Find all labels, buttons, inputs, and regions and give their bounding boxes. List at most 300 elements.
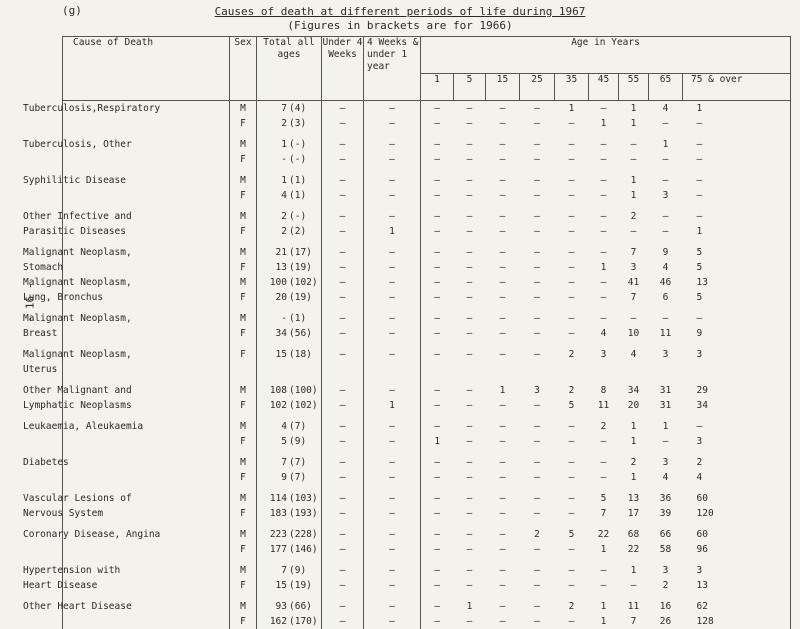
age-cell: – — [534, 247, 540, 258]
age-cell: 5 — [568, 400, 575, 411]
table-row — [63, 578, 791, 593]
sex-cell: F — [230, 326, 257, 341]
four-weeks-cell: – — [364, 239, 421, 260]
age-cell: – — [534, 139, 540, 150]
cause-cell — [23, 239, 230, 260]
age-cell: 10 — [627, 328, 640, 339]
age-cell: – — [568, 544, 575, 555]
under-4-weeks-cell — [322, 362, 364, 377]
age-cell: 2 — [568, 601, 575, 612]
table-row — [63, 326, 791, 341]
age-cell: – — [466, 247, 473, 258]
four-weeks-cell: – — [364, 326, 421, 341]
sex-cell: M — [230, 239, 257, 260]
age-cell: – — [421, 542, 454, 557]
total-value: 2 — [281, 118, 287, 129]
table-row — [63, 470, 791, 485]
cause-label — [1, 616, 23, 627]
four-weeks-cell: – — [364, 341, 421, 362]
total-cell — [257, 470, 322, 485]
cause-cell — [23, 326, 230, 341]
table-row — [63, 614, 791, 629]
cause-cell — [23, 101, 230, 117]
total-value: 7 — [281, 457, 287, 468]
age-cell: – — [600, 190, 607, 201]
table-row — [63, 362, 791, 377]
total-value: - — [281, 154, 287, 165]
cause-label: Leukaemia, Aleukaemia — [23, 421, 144, 432]
age-cell: 2 — [630, 457, 637, 468]
under-4-weeks-cell: – — [322, 131, 364, 152]
age-cell: – — [630, 139, 637, 150]
age-cell: – — [534, 328, 540, 339]
age-cell: 4 — [662, 472, 669, 483]
age-cell: – — [499, 421, 506, 432]
age-cell: – — [534, 313, 540, 324]
four-weeks-cell: – — [364, 377, 421, 398]
age-cell: – — [662, 211, 669, 222]
sex-cell: F — [230, 152, 257, 167]
age-cell: – — [600, 292, 607, 303]
age-cell: – — [499, 565, 506, 576]
age-cell: – — [683, 131, 791, 152]
age-cell: – — [466, 211, 473, 222]
sex-cell: M — [230, 275, 257, 290]
under-4-weeks-cell: – — [322, 290, 364, 305]
age-cell: – — [568, 292, 575, 303]
age-cell: – — [421, 101, 454, 117]
age-cell: – — [421, 470, 454, 485]
age-cell: – — [421, 578, 454, 593]
age-cell: – — [568, 580, 575, 591]
age-cell: 36 — [659, 493, 672, 504]
age-cell: – — [534, 262, 540, 273]
sex-cell: F — [230, 542, 257, 557]
age-cell: 11 — [597, 400, 610, 411]
header-total: Total all ages — [257, 37, 322, 101]
age-cell: – — [568, 565, 575, 576]
previous-year-value: (100) — [289, 385, 318, 396]
cause-label: Diabetes — [23, 457, 69, 468]
previous-year-value: (19) — [289, 262, 312, 273]
cause-cell — [23, 377, 230, 398]
age-cell: – — [662, 313, 669, 324]
total-value: 1 — [281, 139, 287, 150]
age-cell — [421, 362, 454, 377]
age-cell: – — [600, 175, 607, 186]
table-row — [63, 413, 791, 434]
age-cell: – — [568, 139, 575, 150]
under-4-weeks-cell: – — [322, 326, 364, 341]
age-cell: – — [466, 436, 473, 447]
age-cell: – — [568, 226, 575, 237]
header-age-7: 65 — [649, 74, 683, 101]
cause-label: Malignant Neoplasm, — [23, 247, 132, 258]
age-cell: – — [534, 436, 540, 447]
age-cell: – — [600, 154, 607, 165]
age-cell: 1 — [600, 262, 607, 273]
age-cell: 5 — [568, 529, 575, 540]
age-cell: 3 — [683, 341, 791, 362]
age-cell: – — [568, 328, 575, 339]
under-4-weeks-cell: – — [322, 557, 364, 578]
four-weeks-cell: – — [364, 101, 421, 117]
age-cell: – — [466, 457, 473, 468]
sex-cell: F — [230, 290, 257, 305]
cause-cell — [63, 470, 230, 485]
table-row — [63, 203, 791, 224]
age-cell: – — [534, 565, 540, 576]
age-cell: 7 — [630, 247, 637, 258]
age-cell: – — [499, 616, 506, 627]
total-value: 2 — [281, 211, 287, 222]
cause-cell — [63, 152, 230, 167]
total-cell — [257, 557, 322, 578]
header-age-3: 25 — [520, 74, 555, 101]
age-cell: – — [421, 449, 454, 470]
under-4-weeks-cell: – — [322, 434, 364, 449]
four-weeks-cell: – — [364, 614, 421, 629]
total-value: 177 — [269, 544, 287, 555]
cause-cell — [23, 305, 230, 326]
age-cell: 2 — [683, 449, 791, 470]
table-row — [63, 116, 791, 131]
cause-label: Vascular Lesions of — [23, 493, 132, 504]
total-cell — [257, 188, 322, 203]
cause-cell — [23, 506, 230, 521]
table-row — [63, 485, 791, 506]
header-age-6: 55 — [619, 74, 649, 101]
age-cell: 4 — [662, 103, 669, 114]
cause-label: Malignant Neoplasm, — [23, 277, 132, 288]
previous-year-value: (4) — [289, 103, 307, 114]
table-row — [63, 398, 791, 413]
age-cell: – — [662, 436, 669, 447]
age-cell: 11 — [627, 601, 640, 612]
under-4-weeks-cell: – — [322, 152, 364, 167]
total-cell — [257, 449, 322, 470]
age-cell: – — [600, 436, 607, 447]
total-cell — [257, 152, 322, 167]
age-cell: – — [568, 118, 575, 129]
age-cell: 29 — [683, 377, 791, 398]
age-cell: – — [421, 521, 454, 542]
age-cell: – — [600, 226, 607, 237]
age-cell: 1 — [630, 175, 637, 186]
age-cell: – — [499, 226, 506, 237]
age-cell: – — [421, 557, 454, 578]
sex-cell: F — [230, 224, 257, 239]
age-cell: 1 — [466, 601, 473, 612]
under-4-weeks-cell: – — [322, 101, 364, 117]
age-cell: – — [600, 139, 607, 150]
cause-label: Syphilitic Disease — [23, 175, 126, 186]
age-cell: – — [466, 544, 473, 555]
age-cell: – — [421, 341, 454, 362]
previous-year-value: (19) — [289, 580, 312, 591]
age-cell: – — [466, 349, 473, 360]
causes-of-death-table — [23, 36, 791, 629]
cause-label: Tuberculosis, Other — [23, 139, 132, 150]
total-cell — [257, 203, 322, 224]
age-cell: – — [683, 116, 791, 131]
under-4-weeks-cell: – — [322, 224, 364, 239]
four-weeks-cell: – — [364, 188, 421, 203]
page-subtitle: (Figures in brackets are for 1966) — [287, 19, 513, 32]
four-weeks-cell: – — [364, 449, 421, 470]
under-4-weeks-cell: – — [322, 506, 364, 521]
cause-cell — [23, 290, 230, 305]
age-cell: – — [466, 328, 473, 339]
age-cell: 3 — [600, 349, 607, 360]
under-4-weeks-cell: – — [322, 116, 364, 131]
age-cell: 62 — [683, 593, 791, 614]
previous-year-value: (1) — [289, 313, 307, 324]
age-cell: 1 — [600, 544, 607, 555]
age-cell: – — [534, 544, 540, 555]
age-cell: – — [630, 313, 637, 324]
age-cell: – — [499, 580, 506, 591]
previous-year-value: (7) — [289, 421, 307, 432]
age-cell: – — [421, 398, 454, 413]
total-cell — [257, 362, 322, 377]
four-weeks-cell: – — [364, 131, 421, 152]
previous-year-value: (56) — [289, 328, 312, 339]
age-cell: – — [466, 262, 473, 273]
total-cell — [257, 485, 322, 506]
total-cell — [257, 614, 322, 629]
four-weeks-cell: 1 — [364, 398, 421, 413]
four-weeks-cell: – — [364, 167, 421, 188]
sex-cell: M — [230, 593, 257, 614]
age-cell: – — [466, 277, 473, 288]
total-value: - — [281, 313, 287, 324]
age-cell: 58 — [659, 544, 672, 555]
age-cell: 7 — [600, 508, 607, 519]
under-4-weeks-cell: – — [322, 167, 364, 188]
age-cell: 16 — [659, 601, 672, 612]
under-4-weeks-cell: – — [322, 413, 364, 434]
age-cell: – — [568, 421, 575, 432]
sex-cell: F — [230, 578, 257, 593]
age-cell: 26 — [659, 616, 672, 627]
age-cell: – — [421, 152, 454, 167]
previous-year-value: (193) — [289, 508, 318, 519]
four-weeks-cell: 1 — [364, 224, 421, 239]
age-cell: – — [421, 239, 454, 260]
age-cell: – — [466, 103, 473, 114]
cause-label: Uterus — [23, 364, 58, 375]
age-cell: – — [600, 211, 607, 222]
age-cell: – — [466, 175, 473, 186]
age-cell: – — [466, 400, 473, 411]
cause-label: Malignant Neoplasm, — [23, 313, 132, 324]
age-cell: – — [421, 593, 454, 614]
cause-cell — [23, 413, 230, 434]
sex-cell: M — [230, 377, 257, 398]
age-cell: – — [466, 616, 473, 627]
cause-cell — [23, 578, 230, 593]
age-cell: – — [421, 203, 454, 224]
table-row — [63, 434, 791, 449]
header-age-8: 75 & over — [683, 74, 791, 101]
age-cell: 1 — [630, 565, 637, 576]
age-cell: – — [466, 226, 473, 237]
previous-year-value: (146) — [289, 544, 318, 555]
cause-cell — [23, 341, 230, 362]
age-cell: – — [466, 139, 473, 150]
age-cell: – — [499, 103, 506, 114]
sex-cell: F — [230, 116, 257, 131]
header-age-1: 5 — [454, 74, 486, 101]
cause-cell — [23, 275, 230, 290]
four-weeks-cell — [364, 362, 421, 377]
age-cell: 3 — [662, 190, 669, 201]
age-cell: – — [534, 226, 540, 237]
age-cell: – — [499, 328, 506, 339]
age-cell: – — [534, 508, 540, 519]
sex-cell: M — [230, 413, 257, 434]
under-4-weeks-cell: – — [322, 470, 364, 485]
table-row — [63, 506, 791, 521]
cause-label: Nervous System — [23, 508, 104, 519]
under-4-weeks-cell: – — [322, 521, 364, 542]
age-cell: – — [534, 175, 540, 186]
cause-label — [1, 472, 23, 483]
four-weeks-cell: – — [364, 152, 421, 167]
age-cell: 20 — [627, 400, 640, 411]
table-row — [63, 188, 791, 203]
cause-label: Lymphatic Neoplasms — [23, 400, 132, 411]
age-cell: 4 — [630, 349, 637, 360]
table-row — [63, 239, 791, 260]
total-cell — [257, 593, 322, 614]
table-row — [63, 449, 791, 470]
previous-year-value — [287, 364, 289, 375]
cause-label: Stomach — [23, 262, 64, 273]
age-cell: 8 — [600, 385, 607, 396]
age-cell: – — [499, 457, 506, 468]
age-cell: – — [499, 190, 506, 201]
total-value: 5 — [281, 436, 287, 447]
age-cell: 2 — [600, 421, 607, 432]
sex-cell: F — [230, 506, 257, 521]
previous-year-value: (-) — [289, 139, 307, 150]
age-cell: 1 — [683, 224, 791, 239]
cause-label: Breast — [23, 328, 58, 339]
table-row — [63, 101, 791, 117]
cause-cell — [23, 485, 230, 506]
table-row — [63, 521, 791, 542]
age-cell: 1 — [630, 190, 637, 201]
age-cell: – — [466, 292, 473, 303]
age-cell: 1 — [683, 101, 791, 117]
cause-label: Coronary Disease, Angina — [23, 529, 161, 540]
total-value: 7 — [281, 103, 287, 114]
age-cell: – — [534, 349, 540, 360]
previous-year-value: (9) — [289, 436, 307, 447]
age-cell — [683, 362, 791, 377]
age-cell: – — [421, 260, 454, 275]
age-cell: – — [421, 413, 454, 434]
sex-cell: F — [230, 614, 257, 629]
age-cell: – — [534, 103, 540, 114]
header-cause: Cause of Death — [63, 37, 230, 101]
four-weeks-cell: – — [364, 413, 421, 434]
header-age-4: 35 — [555, 74, 589, 101]
cause-cell — [63, 188, 230, 203]
age-cell: – — [466, 154, 473, 165]
cause-label — [1, 544, 23, 555]
age-cell: – — [421, 506, 454, 521]
age-cell: – — [683, 305, 791, 326]
under-4-weeks-cell: – — [322, 305, 364, 326]
cause-cell — [23, 521, 230, 542]
age-cell: – — [568, 262, 575, 273]
age-cell: – — [499, 175, 506, 186]
cause-label — [1, 118, 23, 129]
age-cell: – — [662, 154, 669, 165]
under-4-weeks-cell: – — [322, 377, 364, 398]
age-cell: – — [568, 436, 575, 447]
sex-cell: F — [230, 470, 257, 485]
age-cell: – — [600, 277, 607, 288]
age-cell: – — [662, 226, 669, 237]
total-value: 13 — [275, 262, 287, 273]
four-weeks-cell: – — [364, 116, 421, 131]
total-value: 223 — [269, 529, 287, 540]
age-cell: – — [499, 493, 506, 504]
age-cell: – — [499, 247, 506, 258]
under-4-weeks-cell: – — [322, 593, 364, 614]
age-cell: 1 — [662, 139, 669, 150]
age-cell: – — [630, 154, 637, 165]
cause-cell — [23, 557, 230, 578]
cause-cell — [23, 593, 230, 614]
header-age-2: 15 — [486, 74, 520, 101]
cause-cell — [63, 614, 230, 629]
cause-label: Other Infective and — [23, 211, 132, 222]
age-cell: 5 — [600, 493, 607, 504]
total-value: 93 — [275, 601, 287, 612]
table-row — [63, 377, 791, 398]
previous-year-value: (1) — [289, 175, 307, 186]
total-cell — [257, 239, 322, 260]
age-cell: – — [466, 385, 473, 396]
age-cell: – — [683, 203, 791, 224]
age-cell: – — [421, 116, 454, 131]
age-cell: – — [421, 131, 454, 152]
page-title: Causes of death at different periods of life during 1967 — [214, 5, 586, 18]
age-cell: – — [466, 472, 473, 483]
age-cell: 2 — [630, 211, 637, 222]
total-cell — [257, 521, 322, 542]
sex-cell: F — [230, 434, 257, 449]
sex-cell: F — [230, 188, 257, 203]
age-cell: 1 — [499, 385, 506, 396]
age-cell: 39 — [659, 508, 672, 519]
table-row — [63, 341, 791, 362]
age-cell: 68 — [627, 529, 640, 540]
age-cell: 4 — [662, 262, 669, 273]
table-row — [63, 260, 791, 275]
age-cell: – — [568, 457, 575, 468]
total-value: 4 — [281, 421, 287, 432]
age-cell: 11 — [659, 328, 672, 339]
age-cell — [619, 362, 649, 377]
age-cell: – — [534, 400, 540, 411]
cause-cell — [23, 449, 230, 470]
